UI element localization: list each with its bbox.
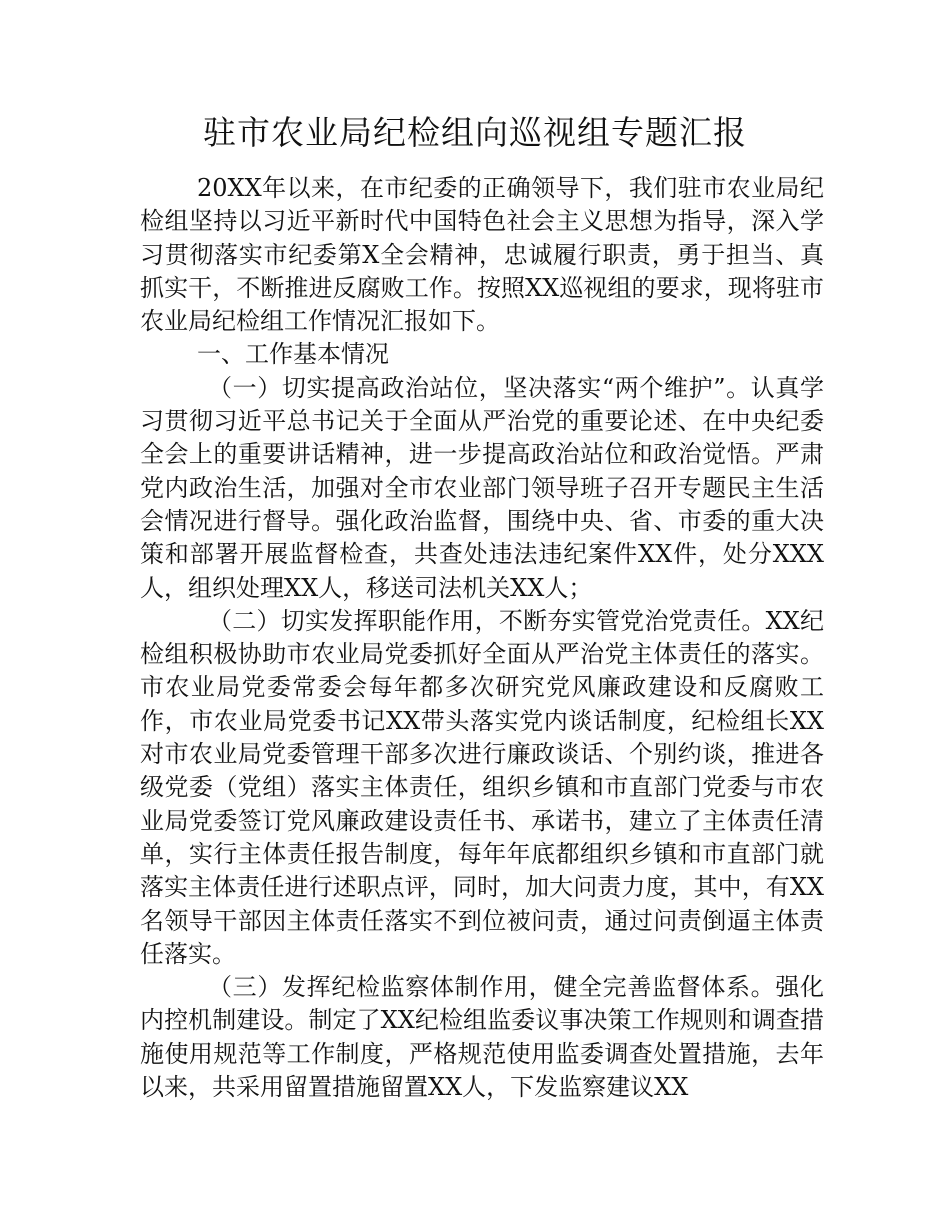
intro-paragraph: 20XX年以来，在市纪委的正确领导下，我们驻市农业局纪检组坚持以习近平新时代中国特色社会主义思想为指导，深入学习贯彻落实市纪委第X全会精神，忠诚履行职责，勇于担当、真抓实干，不断推进反腐败工作。按照XX巡视组的要求，现将驻市农业局纪检组工作情况汇报如下。 [140,174,824,336]
document-title: 驻市农业局纪检组向巡视组专题汇报 [203,113,747,152]
subsection-paragraph-1: （一）切实提高政治站位，坚决落实“两个维护”。认真学习贯彻习近平总书记关于全面从严治党的重要论述、在中央纪委全会上的重要讲话精神，进一步提高政治站位和政治觉悟。严肃党内政治生活，加强对全市农业部门领导班子召开专题民主生活会情况进行督导。强化政治监督，围绕中央、省、市委的重大决策和部署开展监督检查，共查处违法违纪案件XX件，处分XXX人，组织处理XX人，移送司法机关XX人； [140,373,824,602]
subsection-paragraph-2: （二）切实发挥职能作用，不断夯实管党治党责任。XX纪检组积极协助市农业局党委抓好全面从严治党主体责任的落实。市农业局党委常委会每年都多次研究党风廉政建设和反腐败工作，市农业局党委书记XX带头落实党内谈话制度，纪检组长XX对市农业局党委管理干部多次进行廉政谈话、个别约谈，推进各级党委（党组）落实主体责任，组织乡镇和市直部门党委与市农业局党委签订党风廉政建设责任书、承诺书，建立了主体责任清单，实行主体责任报告制度，每年年底都组织乡镇和市直部门就落实主体责任进行述职点评，同时，加大问责力度，其中，有XX名领导干部因主体责任落实不到位被问责，通过问责倒逼主体责任落实。 [140,606,824,968]
subsection-paragraph-3: （三）发挥纪检监察体制作用，健全完善监督体系。强化内控机制建设。制定了XX纪检组监委议事决策工作规则和调查措施使用规范等工作制度，严格规范使用监委调查处置措施，去年以来，共采用留置措施留置XX人，下发监察建议XX [140,973,824,1102]
document-body [140,172,824,1104]
section-heading: 一、工作基本情况 [197,340,389,369]
